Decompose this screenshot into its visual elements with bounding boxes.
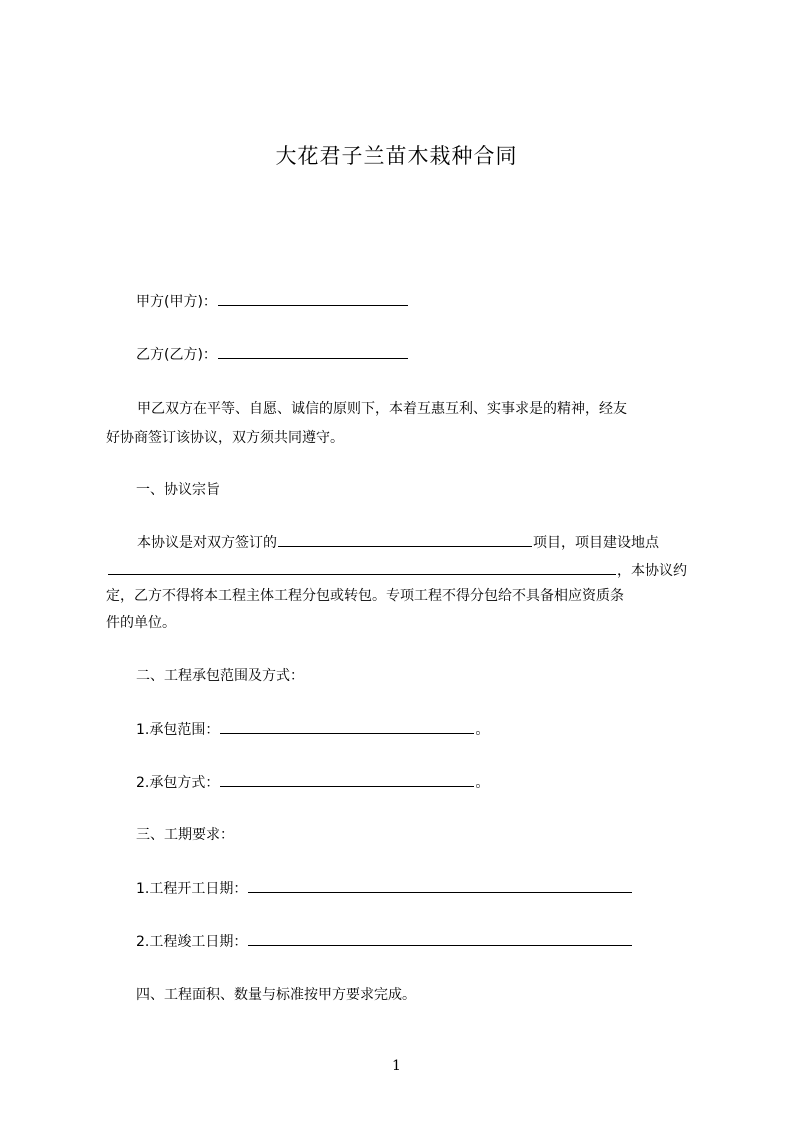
scope-end: 。: [475, 722, 490, 738]
scope-label: 1.承包范围：: [136, 722, 220, 738]
section-1-line-1: [137, 532, 659, 553]
method-label: 2.承包方式：: [136, 775, 220, 791]
section-1-line-2-suffix: ，本协议约: [617, 563, 687, 579]
document-title: 大花君子兰苗木栽种合同: [275, 144, 518, 168]
start-date-line: [136, 878, 633, 899]
page-number: 1: [392, 1058, 401, 1074]
start-date-label: 1.工程开工日期：: [136, 881, 248, 897]
party-b-blank: [218, 344, 408, 359]
project-name-blank: [278, 532, 532, 547]
party-a-blank: [218, 291, 408, 306]
scope-line: [136, 719, 489, 740]
section-1-line-3: 定，乙方不得将本工程主体工程分包或转包。专项工程不得分包给不具备相应资质条: [106, 588, 624, 604]
start-date-blank: [248, 878, 632, 893]
method-line: [136, 772, 489, 793]
party-a-line: [136, 291, 409, 312]
party-a-label: 甲方(甲方)：: [136, 294, 217, 310]
section-1-line-4: 件的单位。: [106, 615, 176, 631]
intro-line-2: 好协商签订该协议，双方须共同遵守。: [106, 430, 344, 446]
section-4-heading: 四、工程面积、数量与标准按甲方要求完成。: [136, 987, 416, 1003]
section-1-line-2: [107, 560, 687, 581]
section-1-line-1-suffix: 项目，项目建设地点: [533, 535, 659, 551]
method-blank: [220, 772, 474, 787]
section-3-heading: 三、工期要求：: [136, 827, 234, 843]
intro-line-1: 甲乙双方在平等、自愿、诚信的原则下，本着互惠互利、实事求是的精神，经友: [137, 401, 627, 417]
end-date-label: 2.工程竣工日期：: [136, 934, 248, 950]
section-1-line-1-prefix: 本协议是对双方签订的: [137, 535, 277, 551]
party-b-label: 乙方(乙方)：: [136, 347, 217, 363]
section-1-heading: 一、协议宗旨: [136, 482, 220, 498]
end-date-line: [136, 931, 633, 952]
scope-blank: [220, 719, 474, 734]
method-end: 。: [475, 775, 490, 791]
end-date-blank: [248, 931, 632, 946]
section-2-heading: 二、工程承包范围及方式：: [136, 668, 304, 684]
project-location-blank: [108, 560, 616, 575]
party-b-line: [136, 344, 409, 365]
